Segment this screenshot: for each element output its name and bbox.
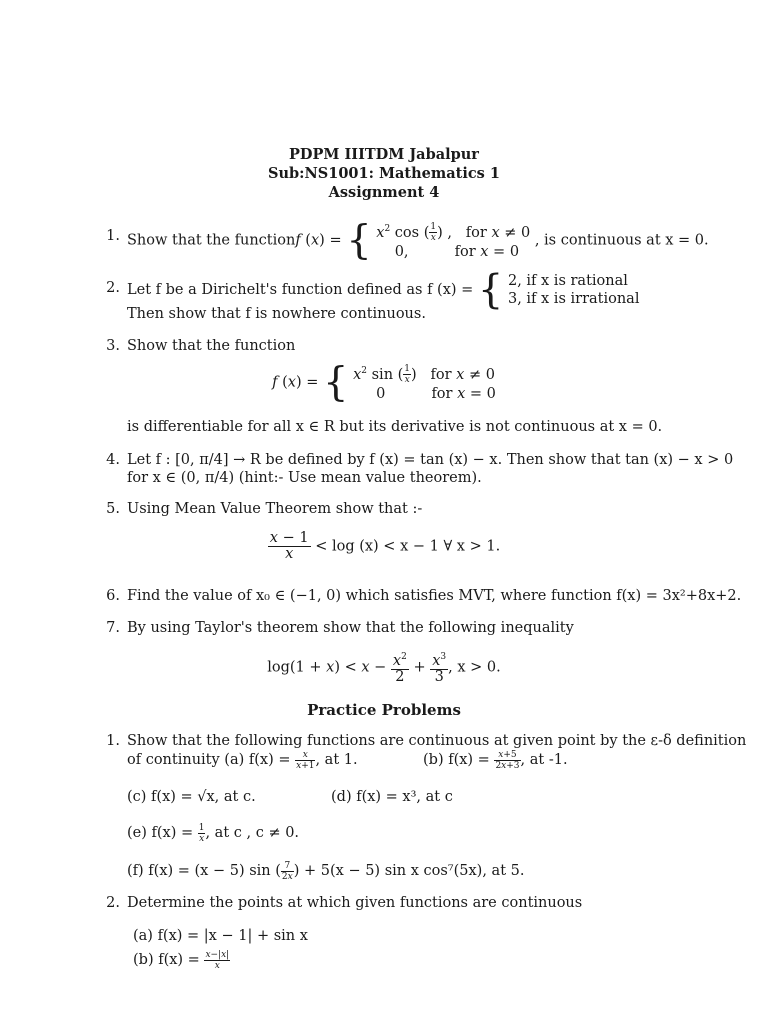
q7-lead: By using Taylor's theorem show that the following inequality xyxy=(127,620,574,636)
assignment-page: PDPM IIITDM Jabalpur Sub:NS1001: Mathematics 1 Assignment 4 1. Show that the functionf (x) = { $x^2$ cos ( $\frac{1}{x}$ ) , for x ≠ 0 0, for x = 0 , is continuous at x = 0. 2. Let f be a Dirichelt's function defined as f (x) = { 2, if x is rational 3, if x is irrational Then show that f is nowhere continuous. 3. Show that the function f (x) = { $x^2$ sin ( $\frac{1}{x}$ ) for x ≠ 0 0 for x = 0 is differentiable for all x ∈ R but its derivative is not continuous at x = 0. 4. Let f : [0, π/4] → R be defined by f (x) = tan (x) − x. Then show that tan (x) − x > 0 for x ∈ (0, π/4) (hint:- Use mean value theorem). 5. Using Mean Value Theorem show that :- $\frac{x - 1}{x}$ < log (x) < x − 1 ∀ x > 1. 6. Find the value of x₀ ∈ (−1, 0) which satisfies MVT, where function f(x) = 3x²+8x+2. 7. By using Taylor's theorem show that the following inequality log(1 + x) < x − $\frac{x^2}{2}$ + $\frac{x^3}{3}$ , x > 0. Practice Problems 1. Show that the following functions are continuous at given point by the ε-δ definition of continuity (a) f(x) = $\frac{x}{x+1}$ , at 1. (b) f(x) = $\frac{x+5}{2x+3}$ , at -1. (c) f(x) = √x, at c. (d) f(x) = x³, at c (e) f(x) = $\frac{1}{x}$ , at c , c ≠ 0. (f) f(x) = (x − 5) sin ( $\frac{7}{2x}$ ) + 5(x − 5) sin x cos⁷(5x), at 5. 2. Determine the points at which given functions are continuous (a) f(x) = |x − 1| + sin x (b) f(x) = $\frac{x-|x|}{x}$ xyxy=(0,0,768,1024)
q1-tail: , is continuous at x = 0. xyxy=(534,232,709,249)
brace-left-icon: { xyxy=(346,217,372,264)
q3-lead: Show that the function xyxy=(127,338,296,354)
brace-left-icon: { xyxy=(477,267,504,313)
p1-part-f: (f) f(x) = (x − 5) sin ( $\frac{7}{2x}$ ) + 5(x − 5) sin x cos⁷(5x), at 5. xyxy=(127,860,525,882)
q2-continuation: Then show that f is nowhere continuous. xyxy=(127,306,426,322)
q2-case-rational: 2, if x is rational xyxy=(507,273,628,289)
institute-title: PDPM IIITDM Jabalpur xyxy=(289,146,479,163)
q5-inequality: $\frac{x - 1}{x}$ < log (x) < x − 1 ∀ x > 1. xyxy=(269,530,501,562)
q6-text: Find the value of x₀ ∈ (−1, 0) which satisfies MVT, where function f(x) = 3x²+8x+2. xyxy=(127,588,742,604)
q7-inequality: log(1 + x) < x − $\frac{x^2}{2}$ + $\frac{x^3}{3}$ , x > 0. xyxy=(267,652,501,685)
q2-case-irrational: 3, if x is irrational xyxy=(507,291,640,307)
assignment-title: Assignment 4 xyxy=(328,184,440,201)
q1-piecewise: $x^2$ cos ( $\frac{1}{x}$ ) , for x ≠ 0 0, for x = 0 xyxy=(376,222,531,261)
q3-continuation: is differentiable for all x ∈ R but its derivative is not continuous at x = 0. xyxy=(127,419,663,435)
q2-lead: Let f be a Dirichelt's function defined as f (x) = xyxy=(127,282,474,298)
p1-part-b: (b) f(x) = $\frac{x+5}{2x+3}$ , at -1. xyxy=(423,749,568,771)
p2-text: Determine the points at which given functions are continuous xyxy=(127,895,583,911)
practice-problems-title: Practice Problems xyxy=(307,701,461,719)
q5-lead: Using Mean Value Theorem show that :- xyxy=(127,501,423,517)
p2-part-a: (a) f(x) = |x − 1| + sin x xyxy=(133,928,308,944)
brace-left-icon: { xyxy=(323,359,349,406)
subject-title: Sub:NS1001: Mathematics 1 xyxy=(268,165,500,182)
q1-lead: Show that the function xyxy=(127,232,296,249)
p1-part-e: (e) f(x) = $\frac{1}{x}$ , at c , c ≠ 0. xyxy=(127,822,300,844)
p1-part-c: (c) f(x) = √x, at c. xyxy=(127,789,256,805)
p1-part-d: (d) f(x) = x³, at c xyxy=(331,789,453,805)
q3-equation: f (x) = { $x^2$ sin ( $\frac{1}{x}$ ) for x ≠ 0 0 for x = 0 xyxy=(272,359,496,406)
q4-line-1: Let f : [0, π/4] → R be defined by f (x) = tan (x) − x. Then show that tan (x) − x > 0 xyxy=(127,452,734,468)
p2-part-b: (b) f(x) = $\frac{x-|x|}{x}$ xyxy=(133,949,230,971)
p1-line-2: of continuity (a) f(x) = $\frac{x}{x+1}$ , at 1. xyxy=(127,749,358,771)
q4-line-2: for x ∈ (0, π/4) (hint:- Use mean value theorem). xyxy=(127,470,482,486)
p1-line-1: Show that the following functions are continuous at given point by the ε-δ definition xyxy=(127,733,747,749)
